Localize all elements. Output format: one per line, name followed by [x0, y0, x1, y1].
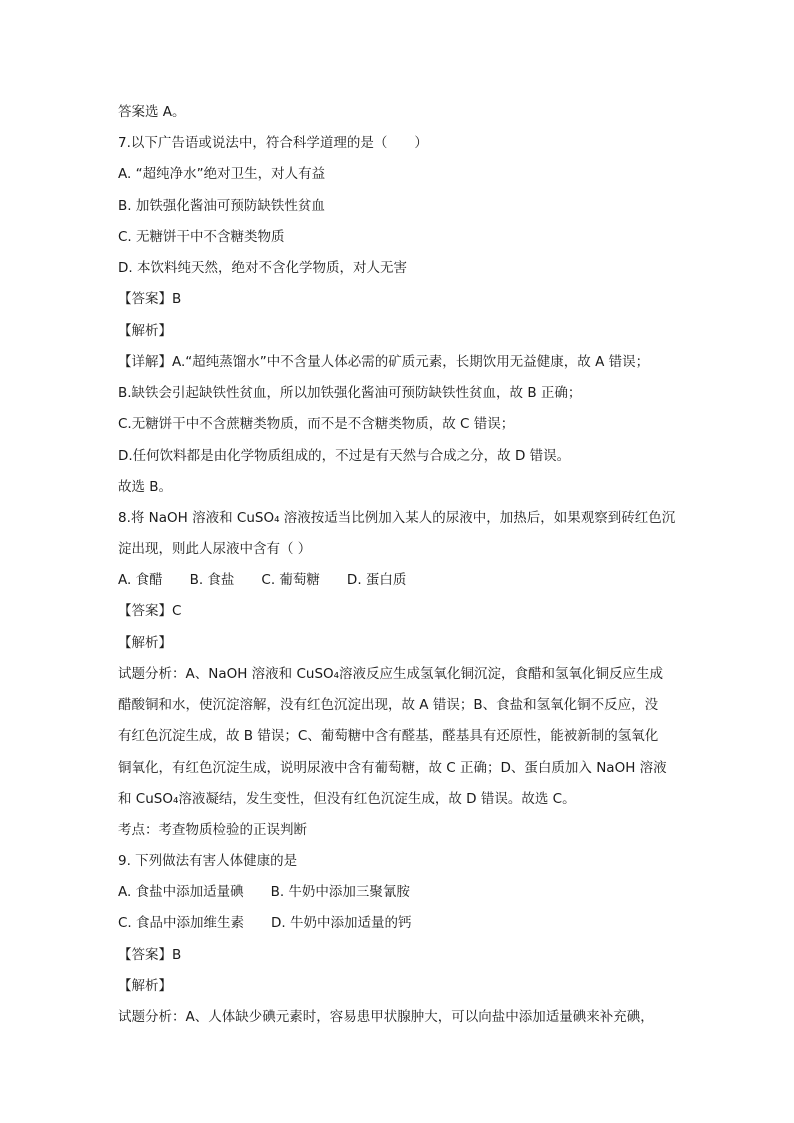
question-8-answer: 【答案】C: [118, 603, 182, 619]
question-7-option-d: D. 本饮料纯天然，绝对不含化学物质，对人无害: [118, 260, 407, 276]
question-7-conclusion: 故选 B。: [118, 479, 173, 495]
question-7-explanation-c: C.无糖饼干中不含蔗糖类物质，而不是不含糖类物质，故 C 错误；: [118, 416, 515, 432]
question-8-stem-line-1: 8.将 NaOH 溶液和 CuSO₄ 溶液按适当比例加入某人的尿液中，加热后，如果观察到砖红色沉: [118, 510, 676, 526]
question-9-options-ab: A. 食盐中添加适量碘 B. 牛奶中添加三聚氰胺: [118, 884, 410, 900]
question-7-option-a: A. “超纯净水”绝对卫生，对人有益: [118, 166, 326, 182]
question-8-analysis-heading: 【解析】: [118, 635, 172, 651]
question-7-explanation-b: B.缺铁会引起缺铁性贫血，所以加铁强化酱油可预防缺铁性贫血，故 B 正确；: [118, 385, 582, 401]
question-7-stem: 7.以下广告语或说法中，符合科学道理的是（ ）: [118, 135, 428, 151]
question-8-analysis-line-5: 和 CuSO₄溶液凝结，发生变性，但没有红色沉淀生成，故 D 错误。故选 C。: [118, 791, 576, 807]
question-8-knowledge-point: 考点：考查物质检验的正误判断: [118, 822, 307, 838]
question-9-stem: 9. 下列做法有害人体健康的是: [118, 853, 298, 869]
question-9-analysis-heading: 【解析】: [118, 978, 172, 994]
question-7-analysis-heading: 【解析】: [118, 323, 172, 339]
question-8-analysis-line-2: 醋酸铜和水，使沉淀溶解，没有红色沉淀出现，故 A 错误；B、食盐和氢氧化铜不反应，没: [118, 697, 659, 713]
question-9-answer: 【答案】B: [118, 947, 182, 963]
question-7-option-c: C. 无糖饼干中不含糖类物质: [118, 229, 285, 245]
question-7-answer: 【答案】B: [118, 291, 182, 307]
question-8-analysis-line-3: 有红色沉淀生成，故 B 错误；C、葡萄糖中含有醛基，醛基具有还原性，能被新制的氢氧化: [118, 728, 659, 744]
question-8-analysis-line-1: 试题分析：A、NaOH 溶液和 CuSO₄溶液反应生成氢氧化铜沉淀，食醋和氢氧化铜反应生成: [118, 666, 664, 682]
question-7-explanation-d: D.任何饮料都是由化学物质组成的，不过是有天然与合成之分，故 D 错误。: [118, 448, 571, 464]
question-8-analysis-line-4: 铜氧化，有红色沉淀生成，说明尿液中含有葡萄糖，故 C 正确；D、蛋白质加入 NaOH 溶液: [118, 760, 667, 776]
question-8-stem-line-2: 淀出现，则此人尿液中含有（ ）: [118, 541, 312, 557]
question-8-options: A. 食醋 B. 食盐 C. 葡萄糖 D. 蛋白质: [118, 572, 407, 588]
question-7-explanation-a: 【详解】A.“超纯蒸馏水”中不含量人体必需的矿质元素，长期饮用无益健康，故 A 错误；: [118, 354, 650, 370]
question-7-option-b: B. 加铁强化酱油可预防缺铁性贫血: [118, 198, 325, 214]
answer-choice-a-line: 答案选 A。: [118, 104, 186, 120]
question-9-options-cd: C. 食品中添加维生素 D. 牛奶中添加适量的钙: [118, 915, 412, 931]
question-9-analysis-line-1: 试题分析：A、人体缺少碘元素时，容易患甲状腺肿大，可以向盐中添加适量碘来补充碘，: [118, 1009, 654, 1025]
